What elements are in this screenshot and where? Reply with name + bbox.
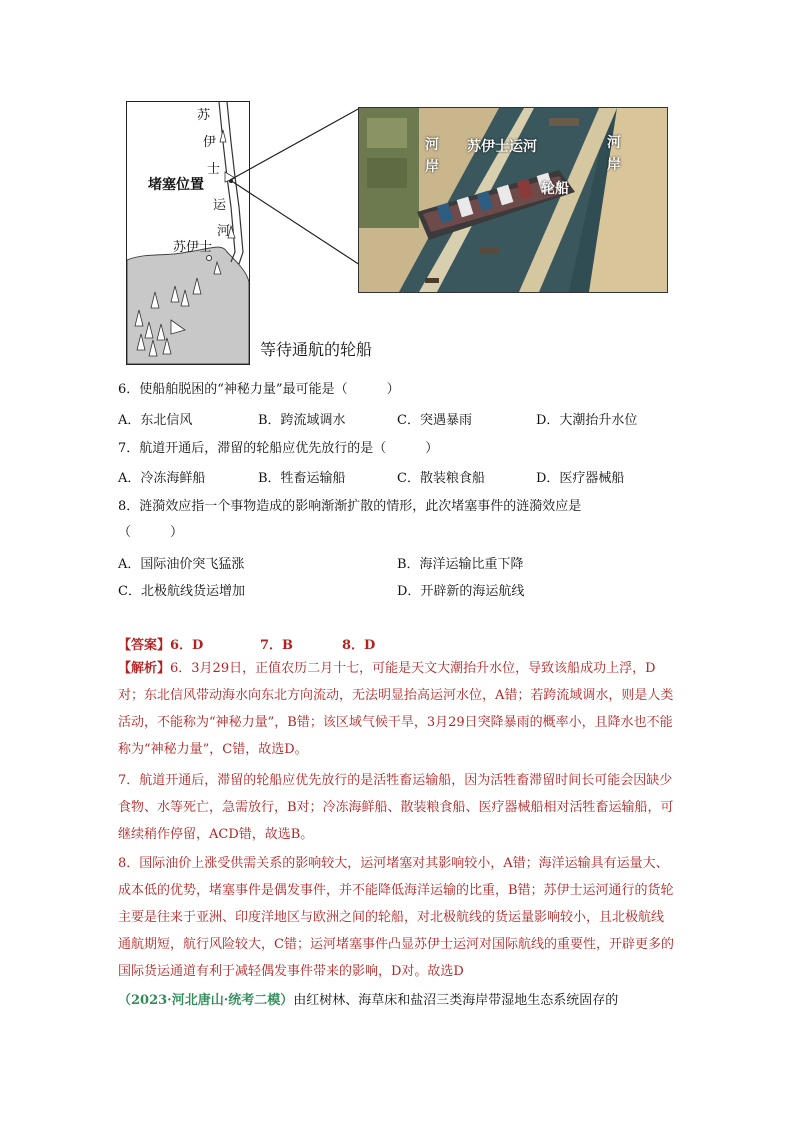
analysis-7: 7．航道开通后，滞留的轮船应优先放行的是活牲畜运输船，因为活牲畜滞留时间长可能会因缺少食物、水等死亡，急需放行，B对；冷冻海鲜船、散装粮食船、医疗器械船相对活牲畜运输船，可继续稍作停留，ACD错，故选B。 — [118, 773, 674, 842]
question-8-stem-blank: （ ） — [118, 525, 184, 540]
answer-label: 【答案】 — [118, 638, 171, 653]
q8-option-d: D．开辟新的海运航线 — [397, 584, 525, 599]
ship-label: 轮船 — [541, 181, 569, 197]
bank-right-char-2: 岸 — [607, 157, 621, 173]
q8-option-a: A．国际油价突飞猛涨 — [118, 557, 245, 572]
zoom-lines — [228, 100, 363, 270]
canal-char-5: 河 — [217, 224, 231, 239]
waiting-ships-label: 等待通航的轮船 — [260, 340, 373, 359]
bank-right-char-1: 河 — [607, 135, 621, 151]
q6-option-b: B．跨流域调水 — [258, 413, 346, 428]
question-8-stem: 8．涟漪效应指一个事物造成的影响渐渐扩散的情形，此次堵塞事件的涟漪效应是 — [118, 499, 582, 514]
canal-photo — [358, 107, 668, 293]
bank-left-char-2: 岸 — [425, 159, 439, 175]
analysis-8: 8．国际油价上涨受供需关系的影响较大，运河堵塞对其影响较小，A错；海洋运输具有运量大、成本低的优势，堵塞事件是偶发事件，并不能降低海洋运输的比重，B错；苏伊士运河通行的货轮主要是往来于亚洲、印度洋地区与欧洲之间的轮船，对北极航线的货运量影响较小，且北极航线通航期短，航行风险较大，C错；运河堵塞事件凸显苏伊士运河对国际航线的重要性，开辟更多的国际货运通道有利于减轻偶发事件带来的影响，D对。故选D — [118, 856, 674, 979]
canal-label: 苏伊士运河 — [467, 139, 537, 155]
answer-6: 6．D — [170, 638, 204, 653]
q7-option-d: D．医疗器械船 — [536, 471, 625, 486]
analysis-6-text: 6．3月29日，正值农历二月十七，可能是天文大潮抬升水位，导致该船成功上浮，D对；东北信风带动海水向东北方向流动，无法明显抬高运河水位，A错；若跨流域调水，则是人类活动，不能称为“神秘力量”，B错；该区域气候干旱，3月29日突降暴雨的概率小，且降水也不能称为“神秘力量”，C错，故选D。 — [118, 661, 674, 757]
blockage-label: 堵塞位置 — [148, 177, 204, 193]
q6-option-d: D．大潮抬升水位 — [536, 413, 638, 428]
analysis-6 — [118, 655, 676, 763]
answer-line — [118, 637, 203, 655]
q7-option-c: C．散装粮食船 — [397, 471, 485, 486]
q6-option-a: A．东北信风 — [118, 413, 193, 428]
question-6-stem: 6．使船舶脱困的“神秘力量”最可能是（ ） — [118, 382, 400, 397]
question-7-stem: 7．航道开通后，滞留的轮船应优先放行的是（ ） — [118, 441, 439, 456]
bank-left-char-1: 河 — [425, 137, 439, 153]
canal-char-3: 士 — [207, 162, 221, 177]
q8-option-c: C．北极航线货运增加 — [118, 584, 245, 599]
answer-7: 7．B — [260, 638, 294, 653]
q6-option-c: C．突遇暴雨 — [397, 413, 472, 428]
next-question-source: （2023·河北唐山·统考二模） — [118, 993, 294, 1008]
next-question-intro — [118, 987, 688, 1014]
canal-char-4: 运 — [213, 198, 227, 213]
q7-option-a: A．冷冻海鲜船 — [118, 471, 206, 486]
next-question-text: 由红树林、海草床和盐沼三类海岸带湿地生态系统固存的 — [293, 993, 619, 1008]
canal-char-1: 苏 — [197, 108, 211, 123]
suez-city-label: 苏伊士 — [173, 240, 213, 255]
q8-option-b: B．海洋运输比重下降 — [397, 557, 524, 572]
canal-char-2: 伊 — [203, 135, 217, 150]
analysis-label: 【解析】 — [118, 661, 171, 676]
answer-8: 8．D — [342, 638, 376, 653]
q7-option-b: B．牲畜运输船 — [258, 471, 346, 486]
